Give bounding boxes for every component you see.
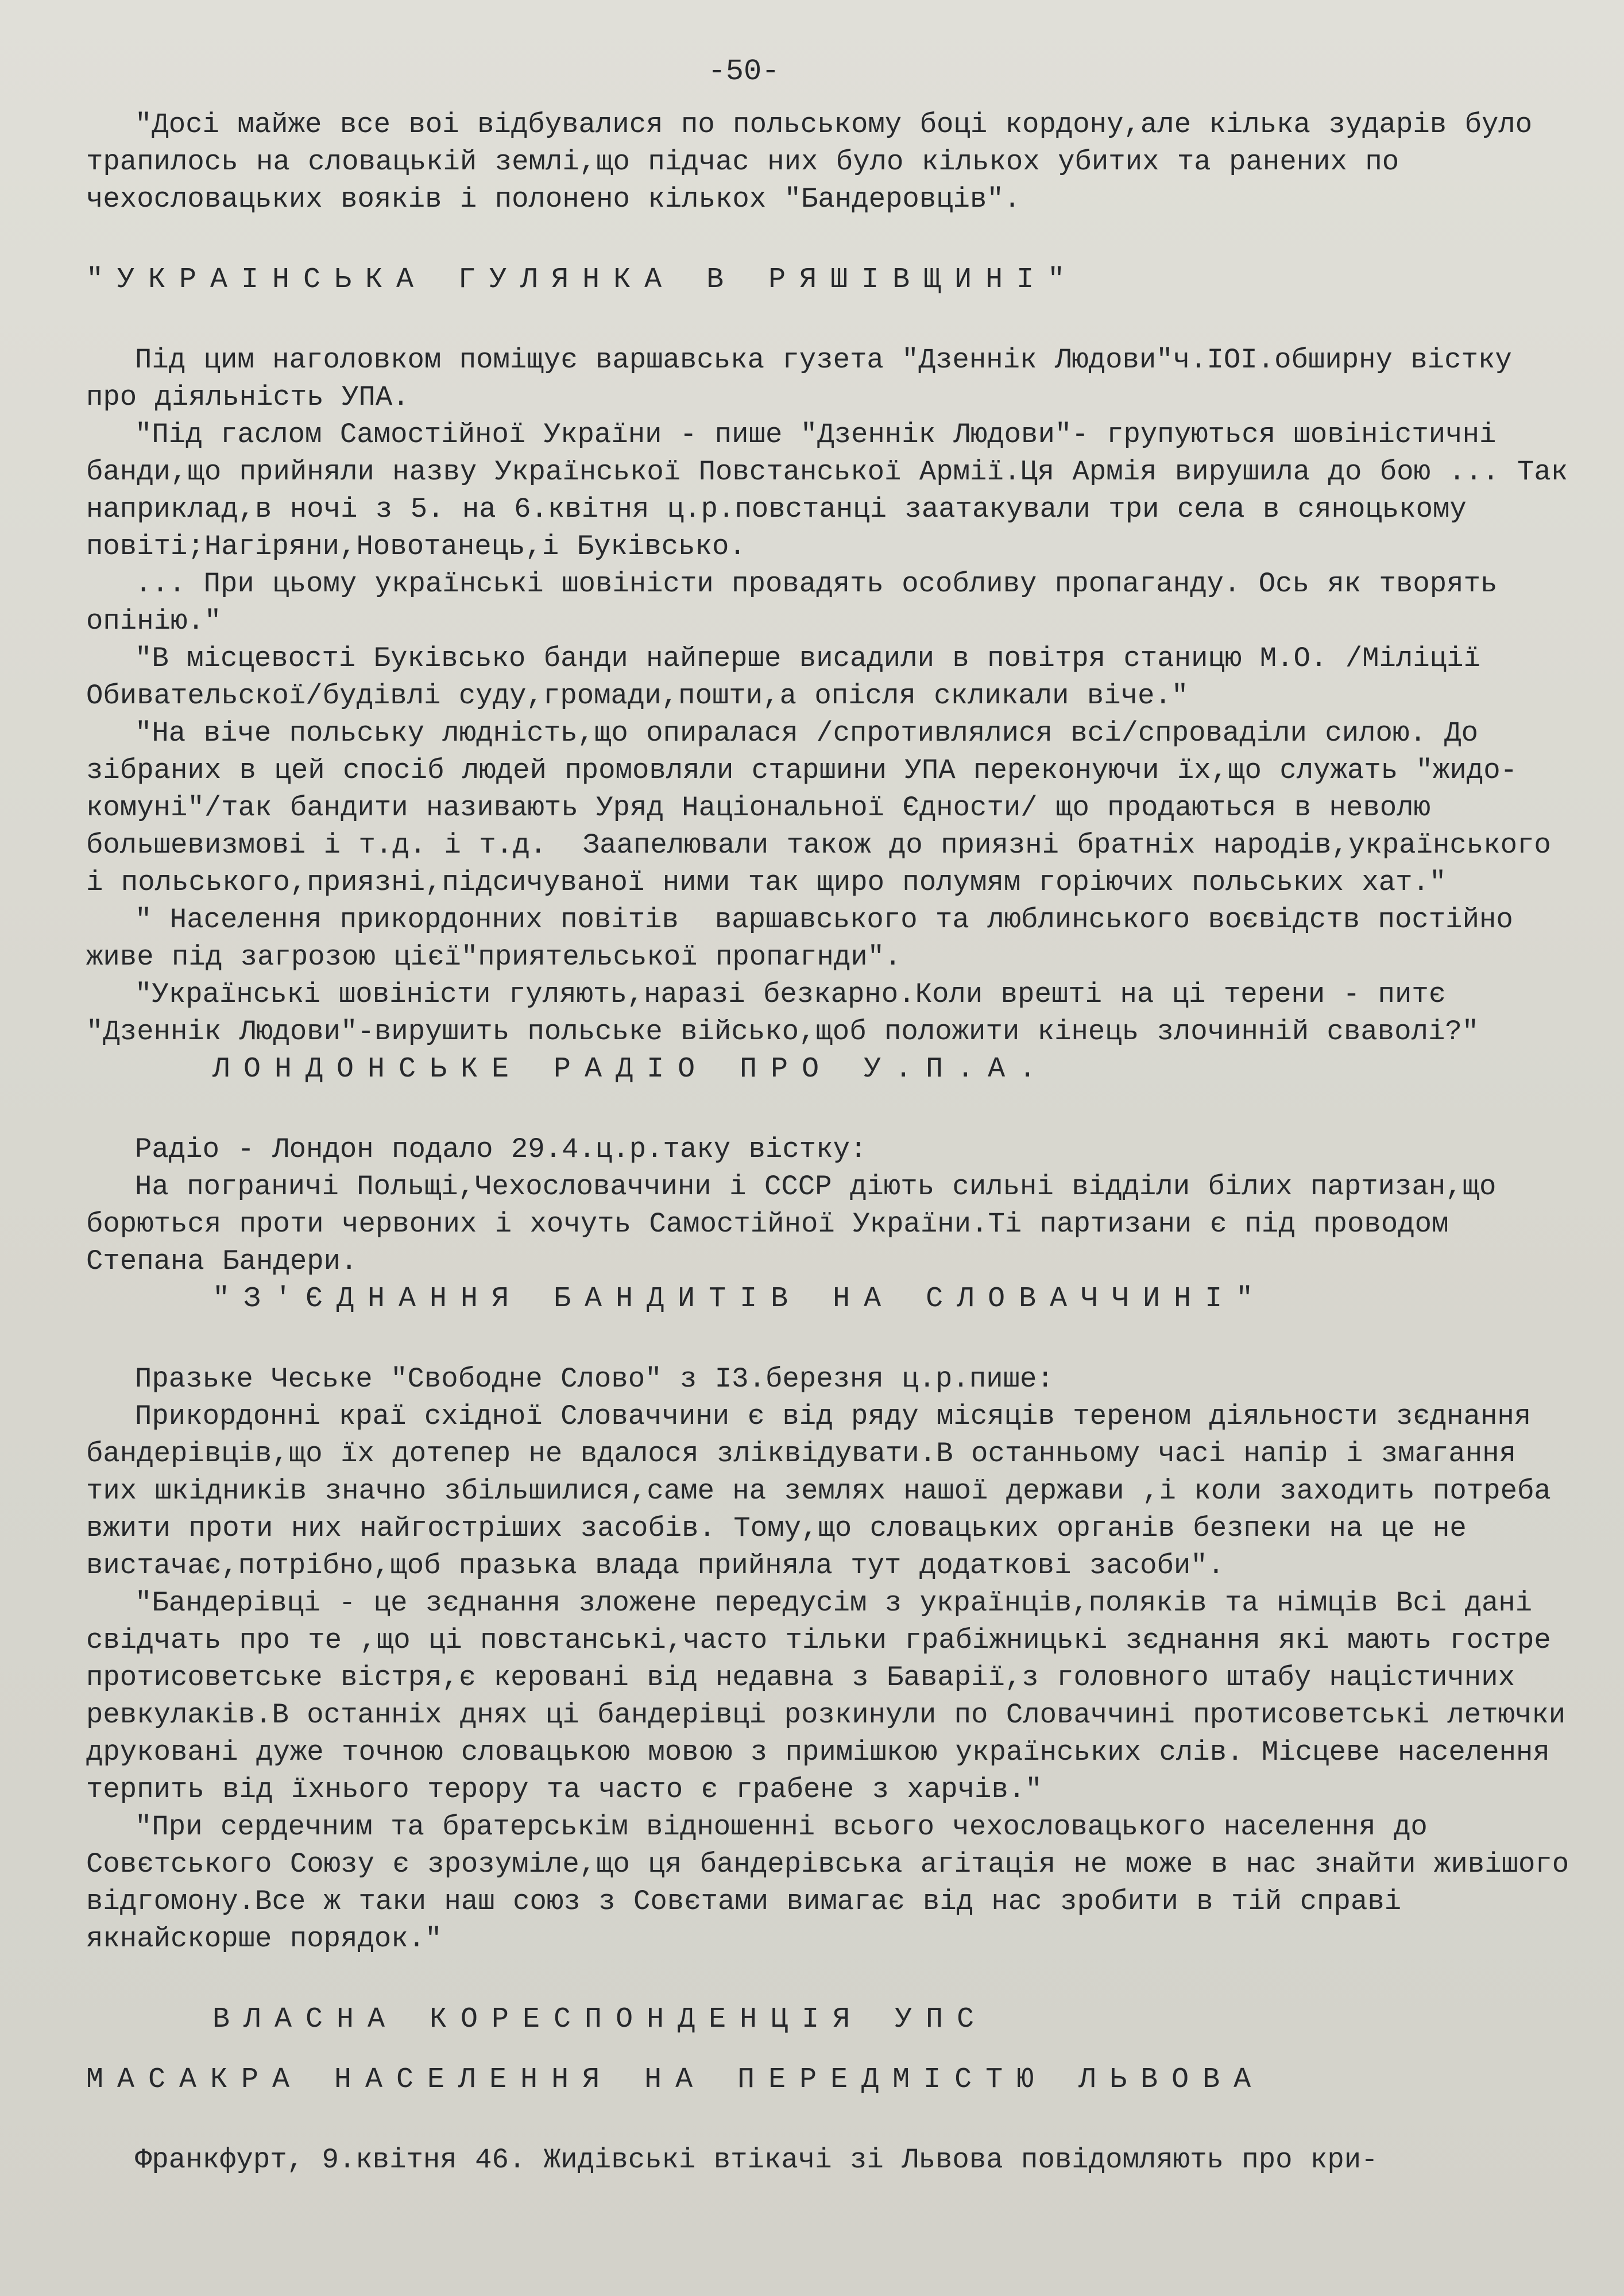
paragraph: "В місцевості Буківсько банди найперше висадили в повітря станицю М.О. /Міліції Обивательскої/будівлі суду,громади,пошти,а опісля скликали віче.": [86, 642, 1499, 712]
paragraph: "На віче польську людність,що опиралася /спротивлялися всі/спроваділи силою. До зібраних в цей спосіб людей промовляли старшини УПА переконуючи їх,що служать "жидо-комуні"/так бандити називають Уряд Національної Єдности/ що продаються в неволю большевизмові і т.д. і т.д. Заапелювали також до приязні братніх народів,українського і польського,приязні,підсичуваної ними так щиро полумям горіючих польських хат.": [86, 717, 1569, 899]
paragraph: Радіо - Лондон подало 29.4.ц.р.таку вістку:: [135, 1133, 867, 1166]
section-heading: ВЛАСНА КОРЕСПОНДЕНЦІЯ УПС: [212, 2003, 988, 2036]
paragraph: " Населення прикордонних повітів варшавського та люблинського воєвідств постійно живе під загрозою цієї"приятельської пропагнди".: [86, 904, 1532, 973]
section-heading: "З'ЄДНАННЯ БАНДИТІВ НА СЛОВАЧЧИНІ": [212, 1283, 1267, 1315]
paragraph: "Українські шовіністи гуляють,наразі безкарно.Коли врешті на ці терени - питє "Дзеннік Людови"-вирушить польське військо,щоб положити кінець злочинній сваволі?": [86, 978, 1479, 1048]
paragraph: "Бандерівці - це зєднання зложене передусім з українців,поляків та німців Всі дані свідчать про те ,що ці повстанські,часто тільки грабіжницькі зєднання які мають гостре протисоветське вістря,є керовані від недавна з Баварії,з головного штабу націстичних ревкулаків.В останніх днях ці бандерівці розкинули по Словаччині протисоветські летючки друковані дуже точною словацькою мовою з примішкою українських слів. Місцеве населення терпить від їхнього терору та часто є грабене з харчів.": [86, 1587, 1584, 1806]
document-body: [86, 55, 1587, 2179]
section-heading: МАСАКРА НАСЕЛЕННЯ НА ПЕРЕДМІСТЮ ЛЬВОВА: [86, 2063, 1265, 2096]
paragraph: На пограничі Польщі,Чехословаччини і СССР діють сильні відділи білих партизан,що борються проти червоних і хочуть Самостійної України.Ті партизани є під проводом Степана Бандери.: [86, 1171, 1514, 1277]
spacer: [86, 1958, 1579, 2001]
paragraph: Франкфурт, 9.квітня 46. Жидівські втікачі зі Львова повідомляють про кри-: [135, 2144, 1378, 2176]
paragraph: "Досі майже все воі відбувалися по польському боці кордону,але кілька зударів було трапилось на словацькій землі,що підчас них було кількох убитих та ранених по чехословацьких вояків і полонено кількох "Бандеровців".: [86, 109, 1550, 215]
paragraph: "Під гаслом Самостійної України - пише "Дзеннік Людови"- групуються шовіністичні банди,що прийняли назву Української Повстанської Армії.Ця Армія вирушила до бою ... Так наприклад,в ночі з 5. на 6.квітня ц.р.повстанці заатакували три села в сяноцькому повіті;Нагіряни,Новотанець,і Буківсько.: [86, 419, 1586, 563]
spacer: [86, 218, 1579, 261]
spacer: [86, 2038, 1579, 2061]
paragraph: "При сердечним та братерськім відношенні всього чехословацького населення до Совєтського Союзу є зрозуміле,що ця бандерівська агітація не може в нас знайти живішого відгомону.Все ж таки наш союз з Совєтами вимагає від нас зробити в тій справі якнайскорше порядок.": [86, 1811, 1587, 1955]
paragraph: Празьке Чеське "Свободне Слово" з I3.березня ц.р.пише:: [135, 1363, 1054, 1395]
section-heading: "УКРАІНСЬКА ГУЛЯНКА В РЯШІВЩИНІ": [86, 264, 1079, 296]
page-number: -50-: [707, 55, 780, 88]
paragraph: Прикордонні краї східної Словаччини є від ряду місяців тереном діяльности зєднання бандерівців,що їх дотепер не вдалося зліквідувати.В останньому часі напір і змагання тих шкідників значно збільшилися,саме на землях нашої держави ,і коли заходить потреба вжити проти них найгостріших засобів. Тому,що словацьких органів безпеки на це не вистачає,потрібно,щоб празька влада прийняла тут додаткові засоби".: [86, 1400, 1569, 1582]
section-heading: ЛОНДОНСЬКЕ РАДІО ПРО У.П.А.: [212, 1053, 1050, 1086]
spacer: [86, 1318, 1579, 1361]
paragraph: Під цим наголовком поміщує варшавська гузета "Дзеннік Людови"ч.IOI.обширну вістку про діяльність УПА.: [86, 344, 1530, 413]
spacer: [86, 1088, 1579, 1131]
spacer: [86, 2098, 1579, 2142]
spacer: [86, 299, 1579, 342]
paragraph: ... При цьому українські шовіністи провадять особливу пропаганду. Ось як творять опінію.": [86, 568, 1515, 637]
